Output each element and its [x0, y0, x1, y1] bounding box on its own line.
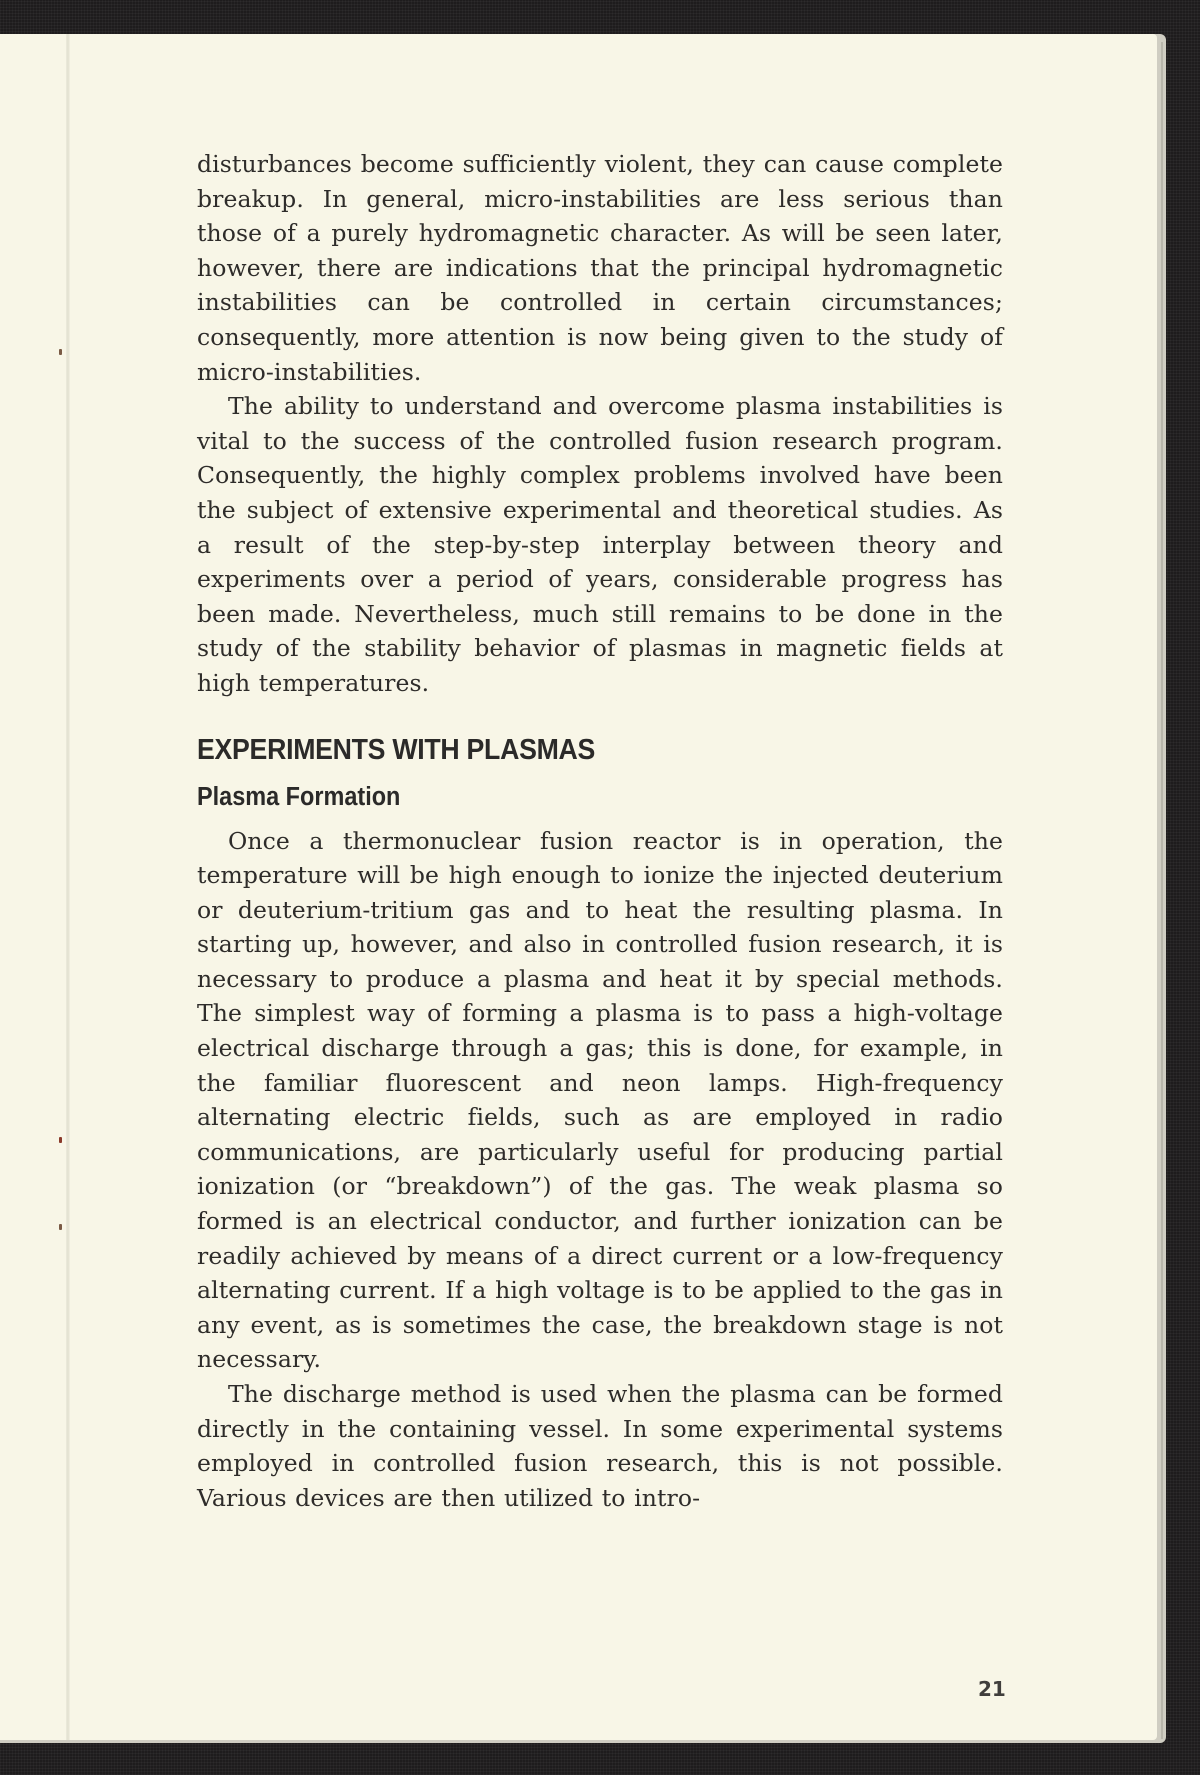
page-gutter [66, 34, 70, 1740]
paragraph-instabilities-end: disturbances become sufficiently violent, they can cause complete breakup. In general, micro-instabilities are less serious than those of a purely hydromagnetic character. As will be seen later, however, there are indications that the principal hydromagnetic instabilities can be controlled in certain circumstances; consequently, more attention is now being given to the study of micro-instabilities. [197, 150, 1003, 386]
book-page [0, 34, 1157, 1740]
margin-speck [59, 1224, 62, 1230]
margin-speck [59, 349, 62, 355]
paragraph-plasma-formation: Once a thermonuclear fusion reactor is in operation, the temperature will be high enough to ionize the injected deuterium or deuterium-tritium gas and to heat the resulting plasma. In starting up, however, and also in controlled fusion research, it is necessary to produce a plasma and heat it by special methods. The simplest way of forming a plasma is to pass a high-voltage electrical discharge through a gas; this is done, for example, in the familiar fluorescent and neon lamps. High-frequency alternating electric fields, such as are employed in radio communications, are particularly useful for producing partial ionization (or “breakdown”) of the gas. The weak plasma so formed is an electrical conductor, and further ionization can be readily achieved by means of a direct current or a low-frequency alternating current. If a high voltage is to be applied to the gas in any event, as is sometimes the case, the breakdown stage is not necessary. [197, 826, 1003, 1374]
margin-speck [59, 1137, 62, 1143]
page-number: 21 [978, 1677, 1006, 1701]
text-column [197, 147, 1003, 1515]
sub-heading: Plasma Formation [197, 782, 401, 811]
paragraph-discharge-method: The discharge method is used when the plasma can be formed directly in the containing vessel. In some experimental systems employed in controlled fusion research, this is not possible. Various devices are then utilized to intro- [197, 1380, 1003, 1512]
paragraph-instability-research: The ability to understand and overcome plasma instabilities is vital to the success of the controlled fusion research program. Consequently, the highly complex problems involved have been the subject of extensive experimental and theoretical studies. As a result of the step-by-step interplay between theory and experiments over a period of years, considerable progress has been made. Nevertheless, much still remains to be done in the study of the stability behavior of plasmas in magnetic fields at high temperatures. [197, 392, 1003, 697]
section-heading: EXPERIMENTS WITH PLASMAS [197, 733, 596, 766]
